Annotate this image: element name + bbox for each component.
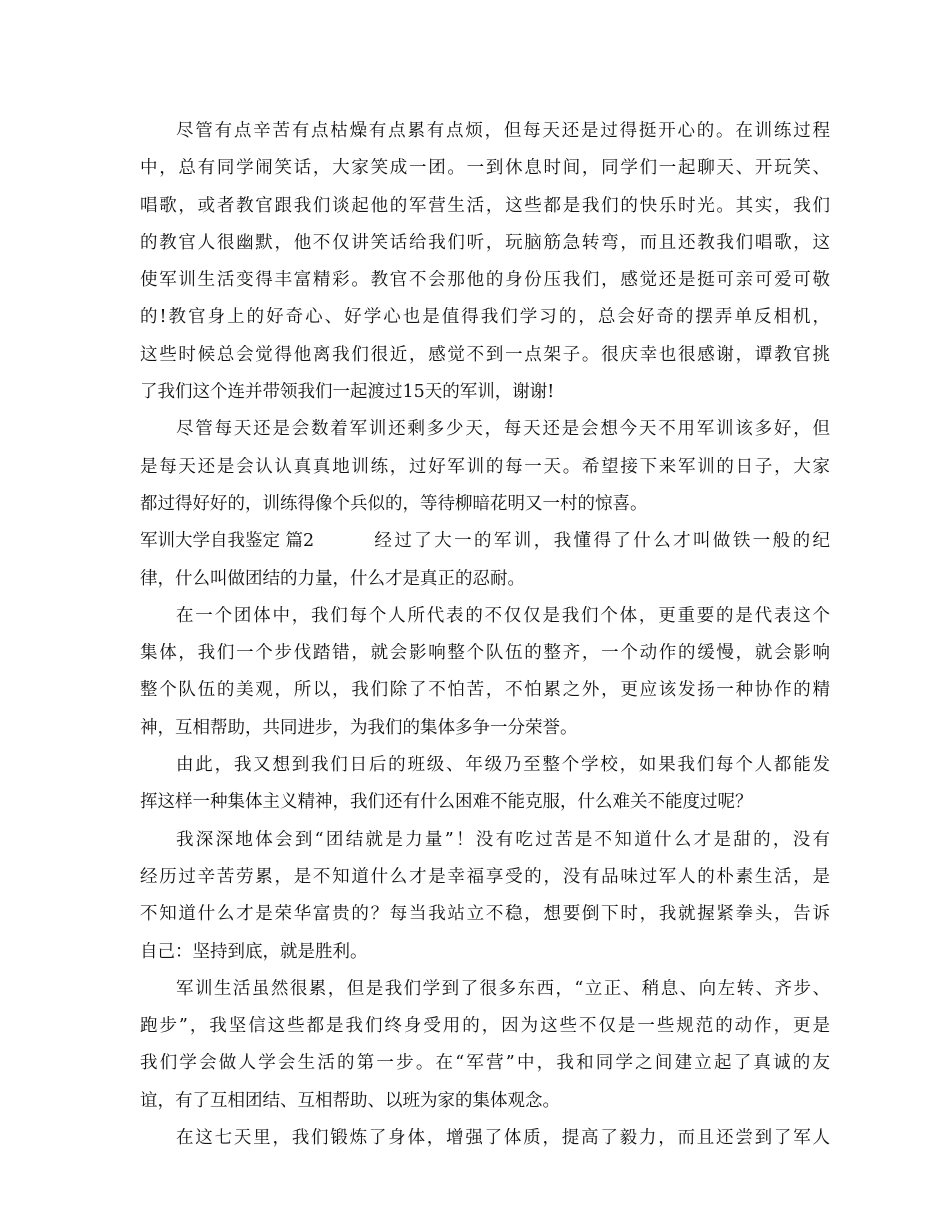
text-line: 在一个团体中，我们每个人所代表的不仅仅是我们个体，更重要的是代表这个 — [176, 605, 830, 626]
text-line: 神，互相帮助，共同进步，为我们的集体多争一分荣誉。 — [140, 717, 578, 738]
text-line: 是每天还是会认认真真地训练，过好军训的每一天。希望接下来军训的日子，大家 — [140, 456, 830, 477]
text-line: 整个队伍的美观，所以，我们除了不怕苦，不怕累之外，更应该发扬一种协作的精 — [140, 680, 830, 701]
text-line: 由此，我又想到我们日后的班级、年级乃至整个学校，如果我们每个人都能发 — [176, 755, 830, 776]
text-line: 自己：坚持到底，就是胜利。 — [140, 941, 368, 962]
text-line: 不知道什么才是荣华富贵的？每当我站立不稳，想要倒下时，我就握紧拳头，告诉 — [140, 904, 830, 925]
text-line: 尽管每天还是会数着军训还剩多少天，每天还是会想今天不用军训该多好，但 — [176, 419, 830, 440]
text-line: 了我们这个连并带领我们一起渡过15天的军训，谢谢! — [140, 382, 555, 403]
text-line: 的教官人很幽默，他不仅讲笑话给我们听，玩脑筋急转弯，而且还教我们唱歌，这 — [140, 232, 830, 253]
text-line: 我们学会做人学会生活的第一步。在“军营”中，我和同学之间建立起了真诚的友 — [140, 1053, 830, 1074]
section-heading: 军训大学自我鉴定 篇2 — [140, 531, 315, 552]
text-line: 经历过辛苦劳累，是不知道什么才是幸福享受的，没有品味过军人的朴素生活，是 — [140, 866, 830, 887]
text-line: 尽管有点辛苦有点枯燥有点累有点烦，但每天还是过得挺开心的。在训练过程 — [176, 121, 830, 141]
text-line: 这些时候总会觉得他离我们很近，感觉不到一点架子。很庆幸也很感谢，谭教官挑 — [140, 344, 830, 365]
text-line: 我深深地体会到“团结就是力量”！没有吃过苦是不知道什么才是甜的，没有 — [176, 829, 830, 850]
text-line: 跑步”，我坚信这些都是我们终身受用的，因为这些不仅是一些规范的动作，更是 — [140, 1016, 830, 1037]
text-line: 在这七天里，我们锻炼了身体，增强了体质，提高了毅力，而且还尝到了军人 — [176, 1128, 830, 1149]
body-text — [140, 113, 830, 1157]
text-line: 集体，我们一个步伐踏错，就会影响整个队伍的整齐，一个动作的缓慢，就会影响 — [140, 643, 830, 664]
section-heading-line — [140, 523, 830, 560]
text-line: 谊，有了互相团结、互相帮助、以班为家的集体观念。 — [140, 1090, 560, 1111]
text-line: 经过了大一的军训，我懂得了什么才叫做铁一般的纪 — [372, 531, 830, 552]
text-line: 唱歌，或者教官跟我们谈起他的军营生活，这些都是我们的快乐时光。其实，我们 — [140, 195, 830, 216]
text-line: 中，总有同学闹笑话，大家笑成一团。一到休息时间，同学们一起聊天、开玩笑、 — [140, 158, 830, 179]
text-line: 挥这样一种集体主义精神，我们还有什么困难不能克服，什么难关不能度过呢？ — [140, 792, 753, 813]
text-line: 使军训生活变得丰富精彩。教官不会那他的身份压我们，感觉还是挺可亲可爱可敬 — [140, 270, 830, 291]
text-line: 军训生活虽然很累，但是我们学到了很多东西，“立正、稍息、向左转、齐步、 — [176, 978, 830, 999]
text-line: 律，什么叫做团结的力量，什么才是真正的忍耐。 — [140, 568, 525, 589]
text-line: 的!教官身上的好奇心、好学心也是值得我们学习的，总会好奇的摆弄单反相机， — [140, 307, 830, 328]
text-line: 都过得好好的，训练得像个兵似的，等待柳暗花明又一村的惊喜。 — [140, 493, 648, 514]
